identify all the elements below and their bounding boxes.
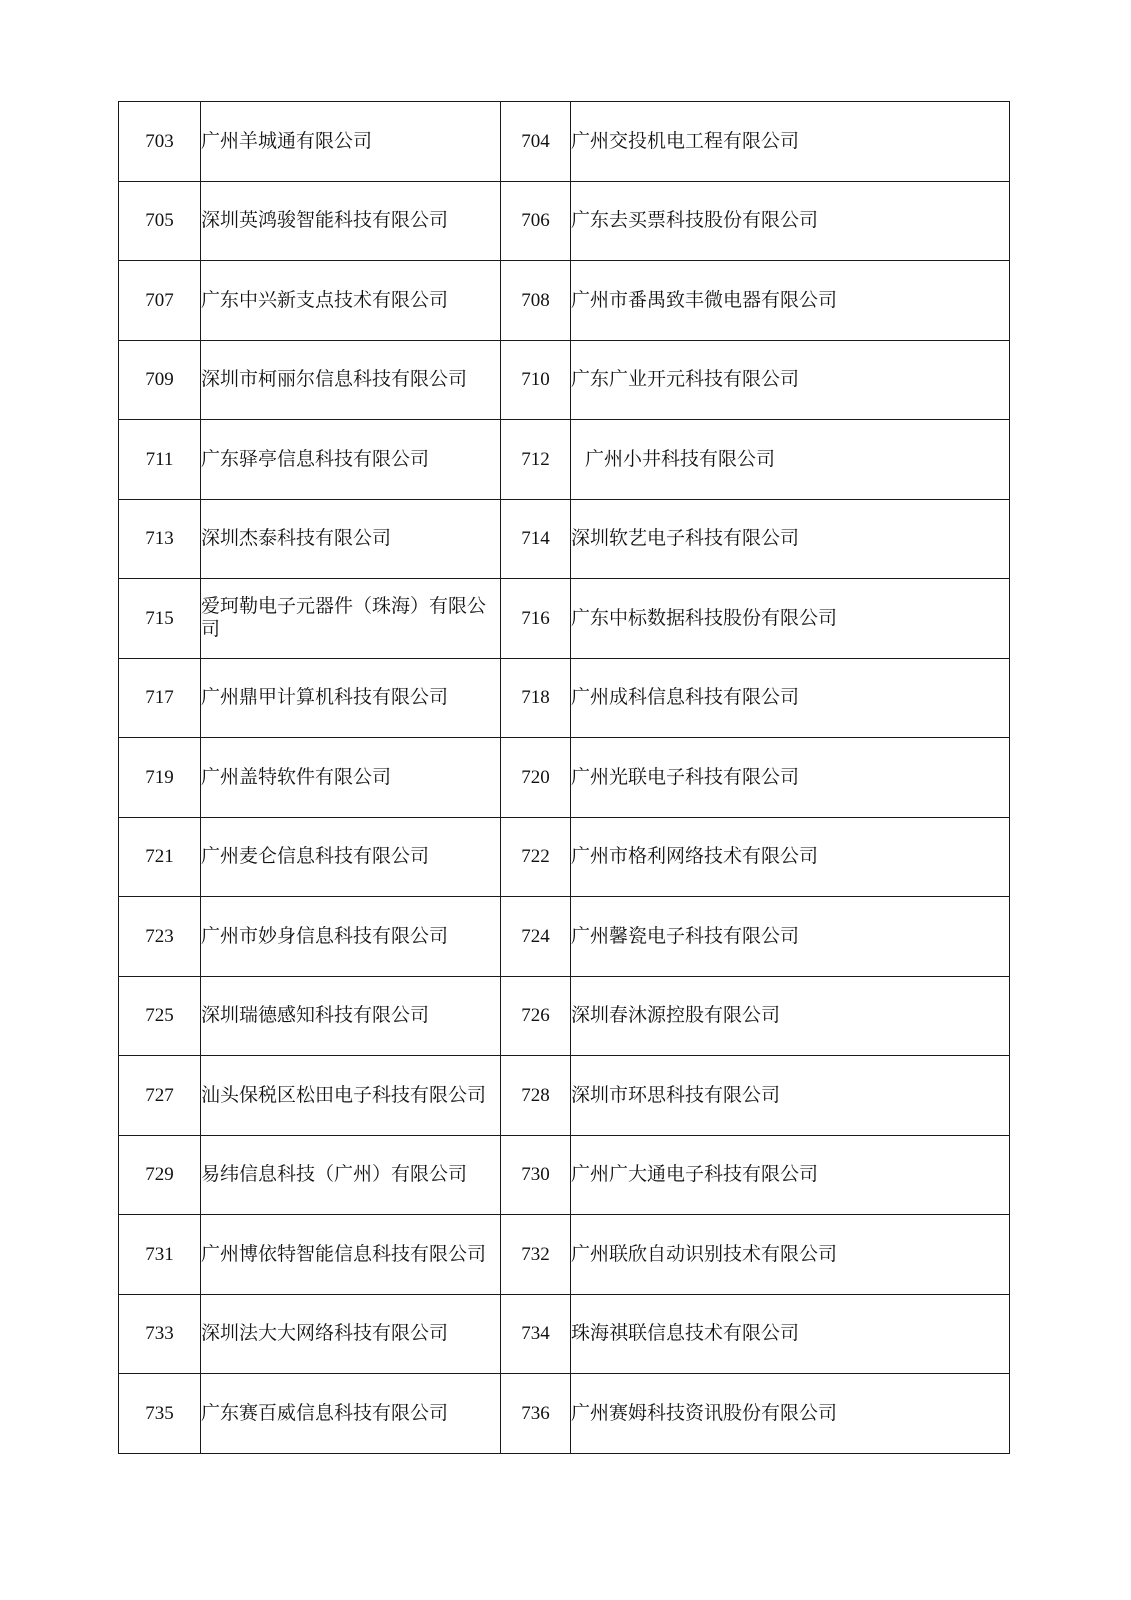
company-name: 广州赛姆科技资讯股份有限公司 bbox=[571, 1374, 1010, 1454]
entry-number: 713 bbox=[119, 499, 201, 579]
table-row bbox=[119, 817, 1010, 897]
entry-number: 722 bbox=[501, 817, 571, 897]
table-row bbox=[119, 1215, 1010, 1295]
table-row bbox=[119, 261, 1010, 341]
entry-number: 716 bbox=[501, 579, 571, 659]
company-name: 深圳市柯丽尔信息科技有限公司 bbox=[201, 340, 501, 420]
company-name: 广东去买票科技股份有限公司 bbox=[571, 181, 1010, 261]
entry-number: 711 bbox=[119, 420, 201, 500]
entry-number: 718 bbox=[501, 658, 571, 738]
company-name-cell bbox=[571, 420, 1010, 500]
company-name: 易纬信息科技（广州）有限公司 bbox=[201, 1135, 501, 1215]
entry-number: 712 bbox=[501, 420, 571, 500]
entry-number: 727 bbox=[119, 1056, 201, 1136]
company-name: 广州小井科技有限公司 bbox=[585, 447, 776, 470]
entry-number: 709 bbox=[119, 340, 201, 420]
entry-number: 715 bbox=[119, 579, 201, 659]
entry-number: 720 bbox=[501, 738, 571, 818]
company-name: 深圳杰泰科技有限公司 bbox=[201, 499, 501, 579]
company-list-table bbox=[118, 101, 1010, 1454]
company-name: 深圳软艺电子科技有限公司 bbox=[571, 499, 1010, 579]
entry-number: 710 bbox=[501, 340, 571, 420]
company-name: 广东中兴新支点技术有限公司 bbox=[201, 261, 501, 341]
company-name: 广东赛百威信息科技有限公司 bbox=[201, 1374, 501, 1454]
company-name: 广州市格利网络技术有限公司 bbox=[571, 817, 1010, 897]
entry-number: 717 bbox=[119, 658, 201, 738]
entry-number: 721 bbox=[119, 817, 201, 897]
entry-number: 724 bbox=[501, 897, 571, 977]
table-row bbox=[119, 1135, 1010, 1215]
company-name: 深圳市环思科技有限公司 bbox=[571, 1056, 1010, 1136]
company-name: 广州交投机电工程有限公司 bbox=[571, 102, 1010, 182]
entry-number: 731 bbox=[119, 1215, 201, 1295]
company-name: 广州广大通电子科技有限公司 bbox=[571, 1135, 1010, 1215]
company-name: 广东广业开元科技有限公司 bbox=[571, 340, 1010, 420]
entry-number: 736 bbox=[501, 1374, 571, 1454]
company-name: 广州博依特智能信息科技有限公司 bbox=[201, 1215, 501, 1295]
company-name: 广州馨瓷电子科技有限公司 bbox=[571, 897, 1010, 977]
table-row bbox=[119, 420, 1010, 500]
table-row bbox=[119, 658, 1010, 738]
entry-number: 719 bbox=[119, 738, 201, 818]
entry-number: 733 bbox=[119, 1294, 201, 1374]
table-row bbox=[119, 579, 1010, 659]
company-name: 汕头保税区松田电子科技有限公司 bbox=[201, 1056, 501, 1136]
company-name: 广州麦仑信息科技有限公司 bbox=[201, 817, 501, 897]
entry-number: 734 bbox=[501, 1294, 571, 1374]
company-name: 深圳春沐源控股有限公司 bbox=[571, 976, 1010, 1056]
company-name: 广州市番禺致丰微电器有限公司 bbox=[571, 261, 1010, 341]
company-name: 广州鼎甲计算机科技有限公司 bbox=[201, 658, 501, 738]
company-name: 广州盖特软件有限公司 bbox=[201, 738, 501, 818]
table-row bbox=[119, 897, 1010, 977]
entry-number: 707 bbox=[119, 261, 201, 341]
company-name: 珠海祺联信息技术有限公司 bbox=[571, 1294, 1010, 1374]
company-name: 深圳英鸿骏智能科技有限公司 bbox=[201, 181, 501, 261]
table-row bbox=[119, 181, 1010, 261]
company-name: 爱珂勒电子元器件（珠海）有限公司 bbox=[201, 579, 501, 659]
entry-number: 705 bbox=[119, 181, 201, 261]
entry-number: 735 bbox=[119, 1374, 201, 1454]
entry-number: 723 bbox=[119, 897, 201, 977]
company-name: 广东中标数据科技股份有限公司 bbox=[571, 579, 1010, 659]
entry-number: 714 bbox=[501, 499, 571, 579]
table-row bbox=[119, 102, 1010, 182]
table-row bbox=[119, 1056, 1010, 1136]
entry-number: 704 bbox=[501, 102, 571, 182]
table-row bbox=[119, 1374, 1010, 1454]
entry-number: 728 bbox=[501, 1056, 571, 1136]
company-name: 广州成科信息科技有限公司 bbox=[571, 658, 1010, 738]
table-row bbox=[119, 340, 1010, 420]
company-name: 广东驿亭信息科技有限公司 bbox=[201, 420, 501, 500]
entry-number: 725 bbox=[119, 976, 201, 1056]
company-name: 广州羊城通有限公司 bbox=[201, 102, 501, 182]
table-row bbox=[119, 976, 1010, 1056]
company-name: 广州联欣自动识别技术有限公司 bbox=[571, 1215, 1010, 1295]
table-row bbox=[119, 1294, 1010, 1374]
table-row bbox=[119, 738, 1010, 818]
company-name: 广州光联电子科技有限公司 bbox=[571, 738, 1010, 818]
entry-number: 729 bbox=[119, 1135, 201, 1215]
company-name: 深圳瑞德感知科技有限公司 bbox=[201, 976, 501, 1056]
entry-number: 732 bbox=[501, 1215, 571, 1295]
entry-number: 703 bbox=[119, 102, 201, 182]
entry-number: 708 bbox=[501, 261, 571, 341]
entry-number: 706 bbox=[501, 181, 571, 261]
company-name: 广州市妙身信息科技有限公司 bbox=[201, 897, 501, 977]
entry-number: 726 bbox=[501, 976, 571, 1056]
company-name: 深圳法大大网络科技有限公司 bbox=[201, 1294, 501, 1374]
table-row bbox=[119, 499, 1010, 579]
entry-number: 730 bbox=[501, 1135, 571, 1215]
